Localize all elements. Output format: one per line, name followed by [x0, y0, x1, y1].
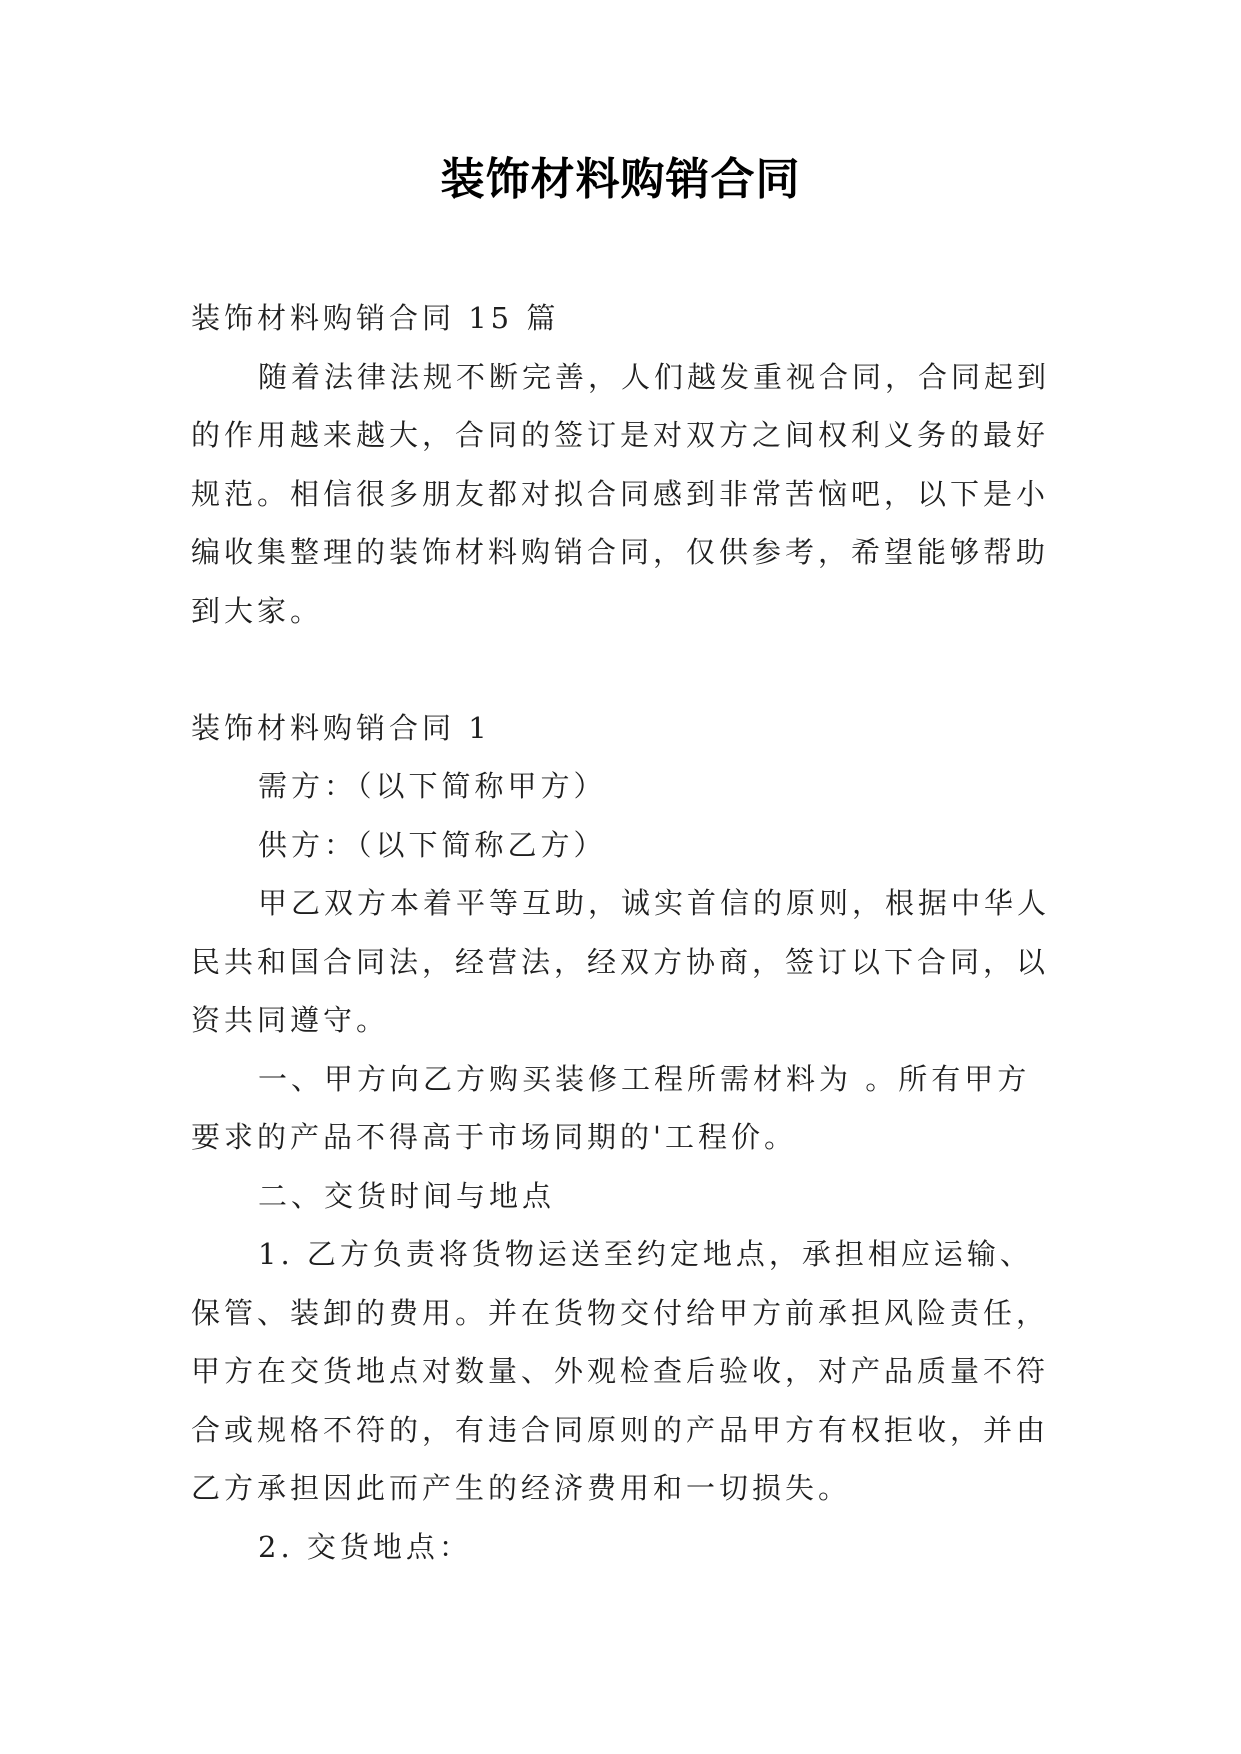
clause-2-item-1-paragraph [191, 1225, 1151, 1518]
clause-1-paragraph [191, 1050, 1151, 1167]
paragraph-line: 到大家。 [191, 593, 324, 628]
contract-heading: 装饰材料购销合同 1 [191, 710, 491, 745]
paragraph-line: 要求的产品不得高于市场同期的'工程价。 [191, 1120, 797, 1154]
supplier-line: 供方：（以下简称乙方） [258, 827, 607, 862]
clause-2-item-2: 2. 交货地点： [258, 1529, 472, 1564]
clause-2-heading: 二、交货时间与地点 [258, 1178, 556, 1213]
buyer-line: 需方：（以下简称甲方） [258, 769, 607, 803]
collection-heading: 装饰材料购销合同 15 篇 [191, 301, 560, 335]
page-title: 装饰材料购销合同 [440, 154, 801, 205]
paragraph-line: 规范。相信很多朋友都对拟合同感到非常苦恼吧，以下是小 [191, 476, 1050, 511]
paragraph-line: 甲乙双方本着平等互助，诚实首信的原则，根据中华人 [258, 886, 1051, 920]
paragraph-line: 资共同遵守。 [191, 1003, 390, 1037]
document-body [191, 289, 1151, 1576]
paragraph-line: 乙方承担因此而产生的经济费用和一切损失。 [191, 1471, 852, 1505]
preamble-paragraph [191, 874, 1151, 1050]
paragraph-line: 保管、装卸的费用。并在货物交付给甲方前承担风险责任， [191, 1295, 1050, 1330]
paragraph-line: 民共和国合同法，经营法，经双方协商，签订以下合同，以 [191, 944, 1050, 979]
paragraph-line: 1. 乙方负责将货物运送至约定地点，承担相应运输、 [258, 1237, 1033, 1271]
section-spacer [191, 640, 1151, 699]
paragraph-line: 随着法律法规不断完善，人们越发重视合同，合同起到 [258, 359, 1051, 394]
paragraph-line: 合或规格不符的，有违合同原则的产品甲方有权拒收，并由 [191, 1412, 1050, 1447]
paragraph-line: 的作用越来越大，合同的签订是对双方之间权利义务的最好 [191, 418, 1050, 452]
intro-paragraph [191, 348, 1151, 641]
paragraph-line: 一、甲方向乙方购买装修工程所需材料为 。所有甲方 [258, 1061, 1031, 1096]
paragraph-line: 编收集整理的装饰材料购销合同，仅供参考，希望能够帮助 [191, 535, 1050, 569]
paragraph-line: 甲方在交货地点对数量、外观检查后验收，对产品质量不符 [191, 1354, 1050, 1388]
